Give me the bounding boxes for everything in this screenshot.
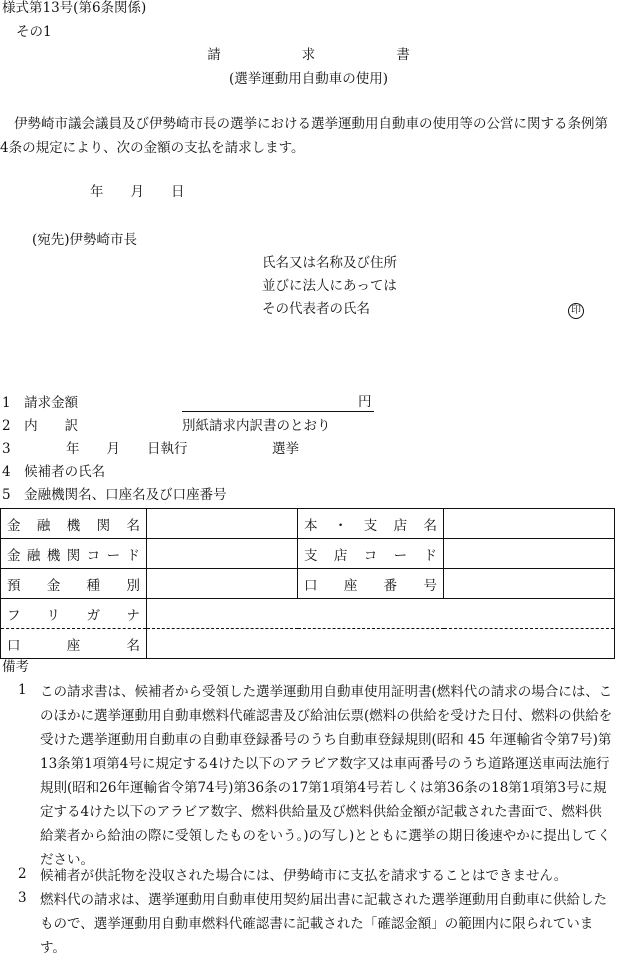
account-name-label: 口座名 [1,629,147,659]
applicant-line-1: 氏名又は名称及び住所 [262,255,397,271]
bank-name-label: 金融機関名 [1,509,147,539]
note-2-text: 候補者が供託物を没収された場合には、伊勢崎市に支払を請求することはできません。 [40,868,568,884]
bank-code-label: 金融機関コード [1,539,147,569]
bank-code-field[interactable] [147,539,298,569]
form-number: 様式第13号(第6条関係) [2,0,147,16]
note-2-number: 2 [18,866,27,882]
bank-section-label: 5 金融機関名、口座名及び口座番号 [2,487,227,503]
breakdown-value: 別紙請求内訳書のとおり [182,418,331,434]
branch-label: 本・支店名 [298,509,444,539]
branch-code-label: 支店コード [298,539,444,569]
deposit-type-label: 預金種別 [1,569,147,599]
applicant-line-2: 並びに法人にあっては [262,278,397,294]
notes-heading: 備考 [2,659,29,675]
branch-code-field[interactable] [444,539,615,569]
form-part: その1 [16,24,52,40]
branch-field[interactable] [444,509,615,539]
election-date: 年 月 日執行 [66,441,188,457]
deposit-type-field[interactable] [147,569,298,599]
applicant-line-3: その代表者の氏名 [262,301,370,317]
account-number-field[interactable] [444,569,615,599]
amount-label: 1 請求金額 [2,395,79,411]
amount-underline [182,410,374,412]
note-1-number: 1 [18,682,27,698]
account-number-label: 口座番号 [298,569,444,599]
page-title: 請 求 書 [207,47,410,63]
furigana-field[interactable] [147,599,615,629]
note-3-number: 3 [18,890,27,906]
election-suffix: 選挙 [272,441,299,457]
note-1-text: この請求書は、候補者から受領した選挙運動用自動車使用証明書(燃料代の請求の場合には、このほかに選挙運動用自動車燃料代確認書及び給油伝票(燃料の供給を受けた日付、燃料の供給を受けた選挙運動用自動車の自動車登録番号のうち自動車登録規則(昭和 45 年運輸省令第7号)第13条第1項第4号に規定する4けた以下のアラビア数字又は車両番号のうち道路運送車両法施行規則(昭和26年運輸省令第74号)第36条の17第1項第4号若しくは第36条の18第1項第3号に規定する4けた以下のアラビア数字、燃料供給量及び燃料供給金額が記載された書面で、燃料供給業者から給油の際に受領したものをいう。)の写し)とともに選挙の期日後速やかに提出してください。 [40,684,613,868]
seal-mark: 印 [568,303,584,319]
date-line: 年 月 日 [90,184,185,200]
amount-unit: 円 [358,394,372,410]
addressee: (宛先)伊勢崎市長 [32,232,138,248]
bank-name-field[interactable] [147,509,298,539]
note-3-text: 燃料代の請求は、選挙運動用自動車使用契約届出書に記載された選挙運動用自動車に供給したもので、選挙運動用自動車燃料代確認書に記載された「確認金額」の範囲内に限られています。 [40,892,607,956]
election-number: 3 [2,441,11,457]
intro-paragraph: 伊勢崎市議会議員及び伊勢崎市長の選挙における選挙運動用自動車の使用等の公営に関する条例第4条の規定により、次の金額の支払を請求します。 [0,116,608,156]
candidate-label: 4 候補者の氏名 [2,464,106,480]
page-subtitle: (選挙運動用自動車の使用) [228,71,389,87]
breakdown-label: 2 内 訳 [2,418,79,434]
bank-account-table [0,508,615,659]
account-name-field[interactable] [147,629,615,659]
furigana-label: フリガナ [1,599,147,629]
